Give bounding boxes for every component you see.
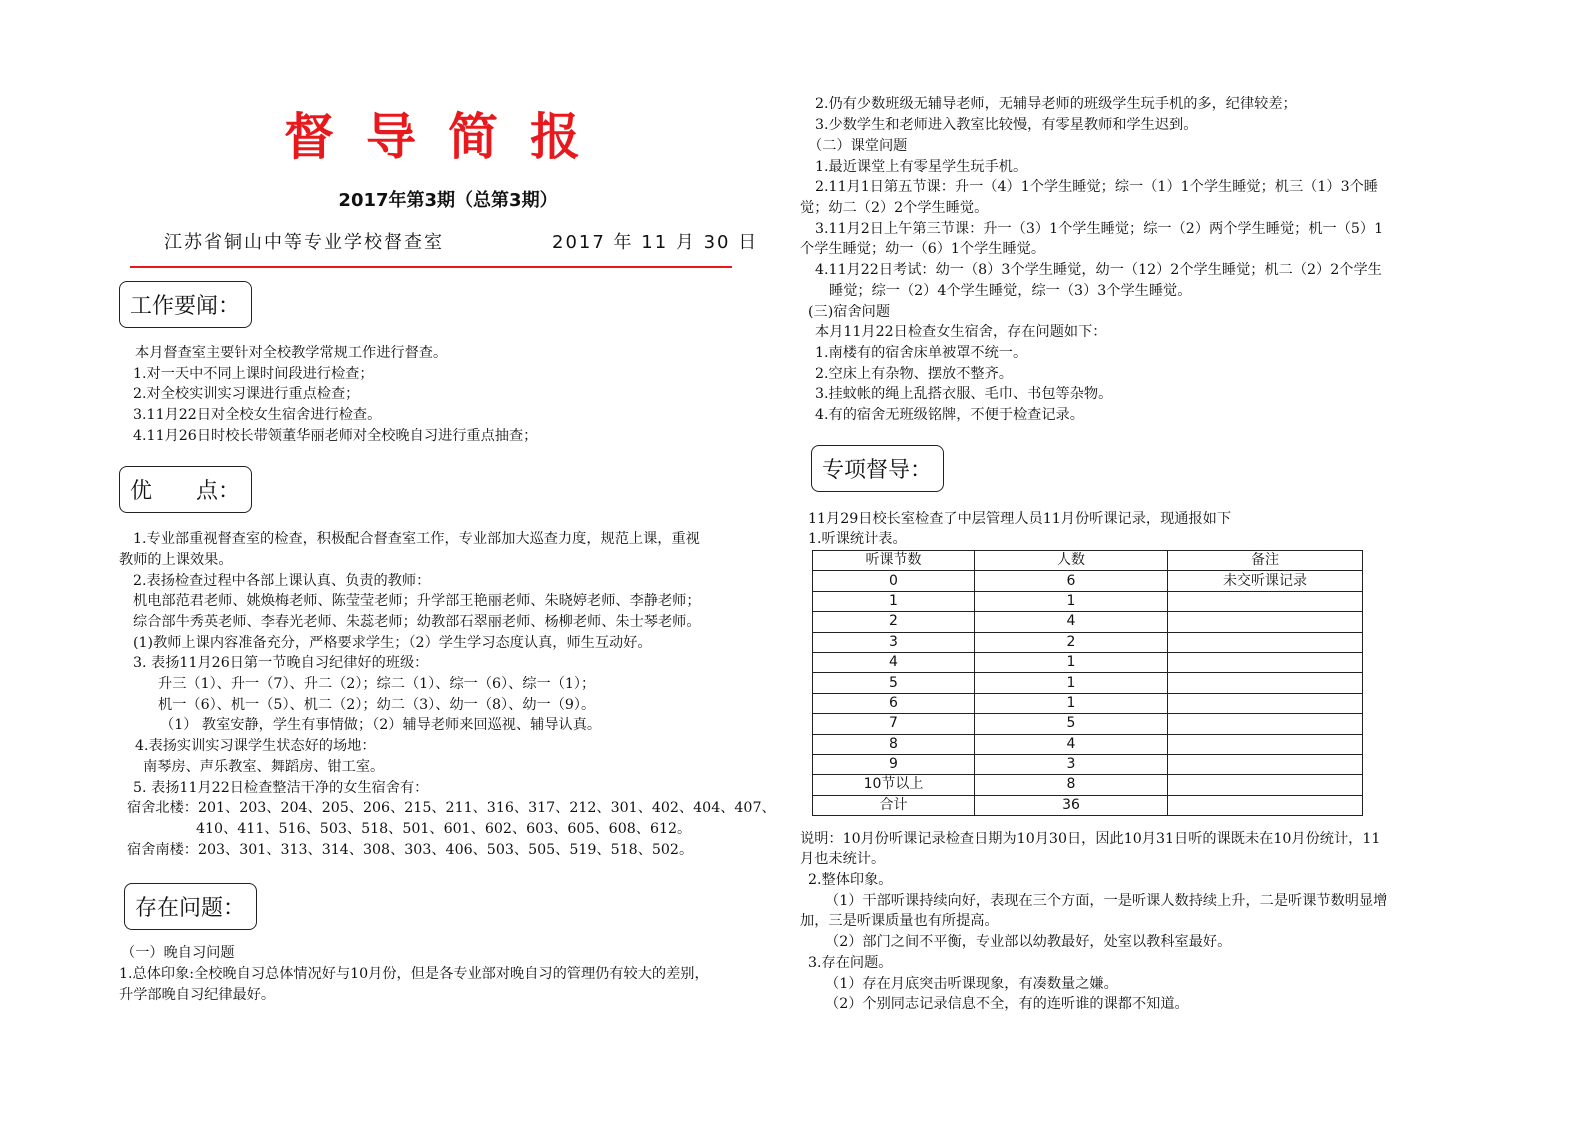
table-cell: 8 [975,775,1168,795]
right-line: 2.整体印象。 [808,872,893,888]
table-row [813,775,1363,795]
left-line: 宿舍北楼：201、203、204、205、206、215、211、316、317、212、301、402、404、407、 [127,800,776,816]
table-cell: 3 [975,754,1168,774]
table-cell [1168,652,1363,672]
right-line: （二）课堂问题 [808,138,908,154]
table-row [813,693,1363,713]
section-special [811,445,944,492]
right-line: （2）个别同志记录信息不全，有的连听谁的课都不知道。 [825,996,1189,1012]
table-cell: 3 [813,632,975,652]
right-line: （1）存在月底突击听课现象，有凑数量之嫌。 [825,976,1118,992]
table-row [813,652,1363,672]
table-cell: 5 [975,714,1168,734]
left-line: (1)教师上课内容准备充分，严格要求学生；（2）学生学习态度认真，师生互动好。 [133,635,652,651]
table-header-cell: 备注 [1168,551,1363,571]
listen-stats-table [812,550,1363,816]
table-cell: 6 [975,571,1168,591]
table-cell: 合计 [813,795,975,815]
issue-date: 2017 年 11 月 30 日 [552,232,759,253]
left-line: 南琴房、声乐教室、舞蹈房、钳工室。 [143,759,385,775]
left-line: 宿舍南楼：203、301、313、314、308、303、406、503、505、519、518、502。 [127,842,694,858]
left-line: 综合部牛秀英老师、李春光老师、朱蕊老师；幼教部石翠丽老师、杨柳老师、朱士琴老师。 [133,614,701,630]
left-line: 1.对一天中不同上课时间段进行检查； [133,366,374,382]
right-line: 月也未统计。 [800,851,886,867]
left-line: 本月督查室主要针对全校教学常规工作进行督查。 [135,345,448,361]
right-line: 3.少数学生和老师进入教室比较慢，有零星教师和学生迟到。 [815,117,1198,133]
table-cell [1168,714,1363,734]
table-cell: 5 [813,673,975,693]
section-problems-label: 存在问题： [135,896,246,921]
left-line: 3.11月22日对全校女生宿舍进行检查。 [133,407,382,423]
left-line: 5. 表扬11月22日检查整洁干净的女生宿舍有： [133,780,429,796]
table-cell [1168,754,1363,774]
right-line: 加，三是听课质量也有所提高。 [800,913,999,929]
table-cell: 10节以上 [813,775,975,795]
table-cell [1168,693,1363,713]
table-cell: 9 [813,754,975,774]
table-cell: 1 [975,673,1168,693]
section-work-news [119,281,252,328]
table-row [813,591,1363,611]
table-row [813,673,1363,693]
table-row [813,795,1363,815]
right-line: 11月29日校长室检查了中层管理人员11月份听课记录，现通报如下 [808,511,1232,527]
left-line: 1.总体印象:全校晚自习总体情况好与10月份，但是各专业部对晚自习的管理仍有较大的差别， [119,966,709,982]
right-line: 说明：10月份听课记录检查日期为10月30日，因此10月31日听的课既未在10月份统计，11 [800,831,1381,847]
header-divider [130,266,732,268]
table-cell: 7 [813,714,975,734]
table-cell: 1 [813,591,975,611]
left-line: 1.专业部重视督查室的检查，积极配合督查室工作，专业部加大巡查力度，规范上课，重视 [133,531,700,547]
bulletin-title: 督导简报 [284,107,612,166]
table-row [813,714,1363,734]
left-line: （1） 教室安静，学生有事情做；（2）辅导老师来回巡视、辅导认真。 [160,717,602,733]
right-line: 3.11月2日上午第三节课：升一（3）1个学生睡觉；综一（2）两个学生睡觉；机一（5）1 [815,221,1384,237]
right-line: 1.听课统计表。 [808,531,907,547]
table-cell [1168,734,1363,754]
table-cell: 未交听课记录 [1168,571,1363,591]
table-cell: 2 [813,612,975,632]
left-line: 3. 表扬11月26日第一节晚自习纪律好的班级： [133,655,429,671]
right-line: （1）干部听课持续向好，表现在三个方面，一是听课人数持续上升，二是听课节数明显增 [825,893,1388,909]
right-line: （2）部门之间不平衡，专业部以幼教最好，处室以教科室最好。 [825,934,1232,950]
table-cell: 4 [813,652,975,672]
table-cell: 0 [813,571,975,591]
right-line: (三)宿舍问题 [808,304,891,320]
left-line: 机电部范君老师、姚焕梅老师、陈莹莹老师；升学部王艳丽老师、朱晓婷老师、李静老师； [133,593,701,609]
right-line: 3.挂蚊帐的绳上乱搭衣服、毛巾、书包等杂物。 [815,386,1113,402]
table-cell: 1 [975,652,1168,672]
table-row [813,632,1363,652]
right-line: 个学生睡觉；幼一（6）1个学生睡觉。 [800,241,1046,257]
table-row [813,612,1363,632]
left-line: 升三（1）、升一（7）、升二（2）；综二（1）、综一（6）、综一（1）； [158,676,596,692]
right-line: 1.最近课堂上有零星学生玩手机。 [815,159,1028,175]
left-line: 4.11月26日时校长带领董华丽老师对全校晚自习进行重点抽查； [133,428,538,444]
section-merits-label: 优 点： [130,479,241,504]
table-header-cell: 听课节数 [813,551,975,571]
left-line: 机一（6）、机一（5）、机二（2）；幼二（3）、幼一（8）、幼一（9）。 [158,697,596,713]
table-row [813,571,1363,591]
left-line: 410、411、516、503、518、501、601、602、603、605、608、612。 [196,821,692,837]
table-cell: 1 [975,693,1168,713]
section-problems [124,883,257,930]
table-row [813,734,1363,754]
table-cell [1168,612,1363,632]
table-cell [1168,775,1363,795]
issue-number: 2017年第3期（总第3期） [338,190,558,211]
right-line: 2.空床上有杂物、摆放不整齐。 [815,366,1013,382]
table-cell: 36 [975,795,1168,815]
left-line: 升学部晚自习纪律最好。 [119,987,276,1003]
right-line: 睡觉；综一（2）4个学生睡觉，综一（3）3个学生睡觉。 [829,283,1192,299]
table-cell [1168,632,1363,652]
right-line: 2.11月1日第五节课：升一（4）1个学生睡觉；综一（1）1个学生睡觉；机三（1）3个睡 [815,179,1378,195]
right-line: 4.有的宿舍无班级铭牌，不便于检查记录。 [815,407,1084,423]
left-line: 教师的上课效果。 [119,552,233,568]
section-work-news-label: 工作要闻： [130,294,241,319]
table-cell: 8 [813,734,975,754]
table-header-cell: 人数 [975,551,1168,571]
table-cell [1168,591,1363,611]
right-line: 4.11月22日考试：幼一（8）3个学生睡觉，幼一（12）2个学生睡觉；机二（2）2个学生 [815,262,1382,278]
right-line: 觉；幼二（2）2个学生睡觉。 [800,200,989,216]
section-merits [119,466,252,513]
table-cell: 4 [975,734,1168,754]
right-line: 2.仍有少数班级无辅导老师，无辅导老师的班级学生玩手机的多，纪律较差； [815,96,1297,112]
table-header-row [813,551,1363,571]
right-line: 3.存在问题。 [808,955,893,971]
table-cell [1168,673,1363,693]
left-line: 2.对全校实训实习课进行重点检查； [133,386,360,402]
table-cell: 2 [975,632,1168,652]
left-line: 2.表扬检查过程中各部上课认真、负责的教师： [133,573,431,589]
section-special-label: 专项督导： [822,458,933,483]
table-cell: 4 [975,612,1168,632]
table-cell: 6 [813,693,975,713]
table-cell: 1 [975,591,1168,611]
left-line: （一）晚自习问题 [121,945,235,961]
right-line: 本月11月22日检查女生宿舍，存在问题如下： [815,324,1107,340]
table-cell [1168,795,1363,815]
left-line: 4.表扬实训实习课学生状态好的场地： [135,738,376,754]
table-row [813,754,1363,774]
issuing-office: 江苏省铜山中等专业学校督查室 [164,232,444,253]
right-line: 1.南楼有的宿舍床单被罩不统一。 [815,345,1028,361]
